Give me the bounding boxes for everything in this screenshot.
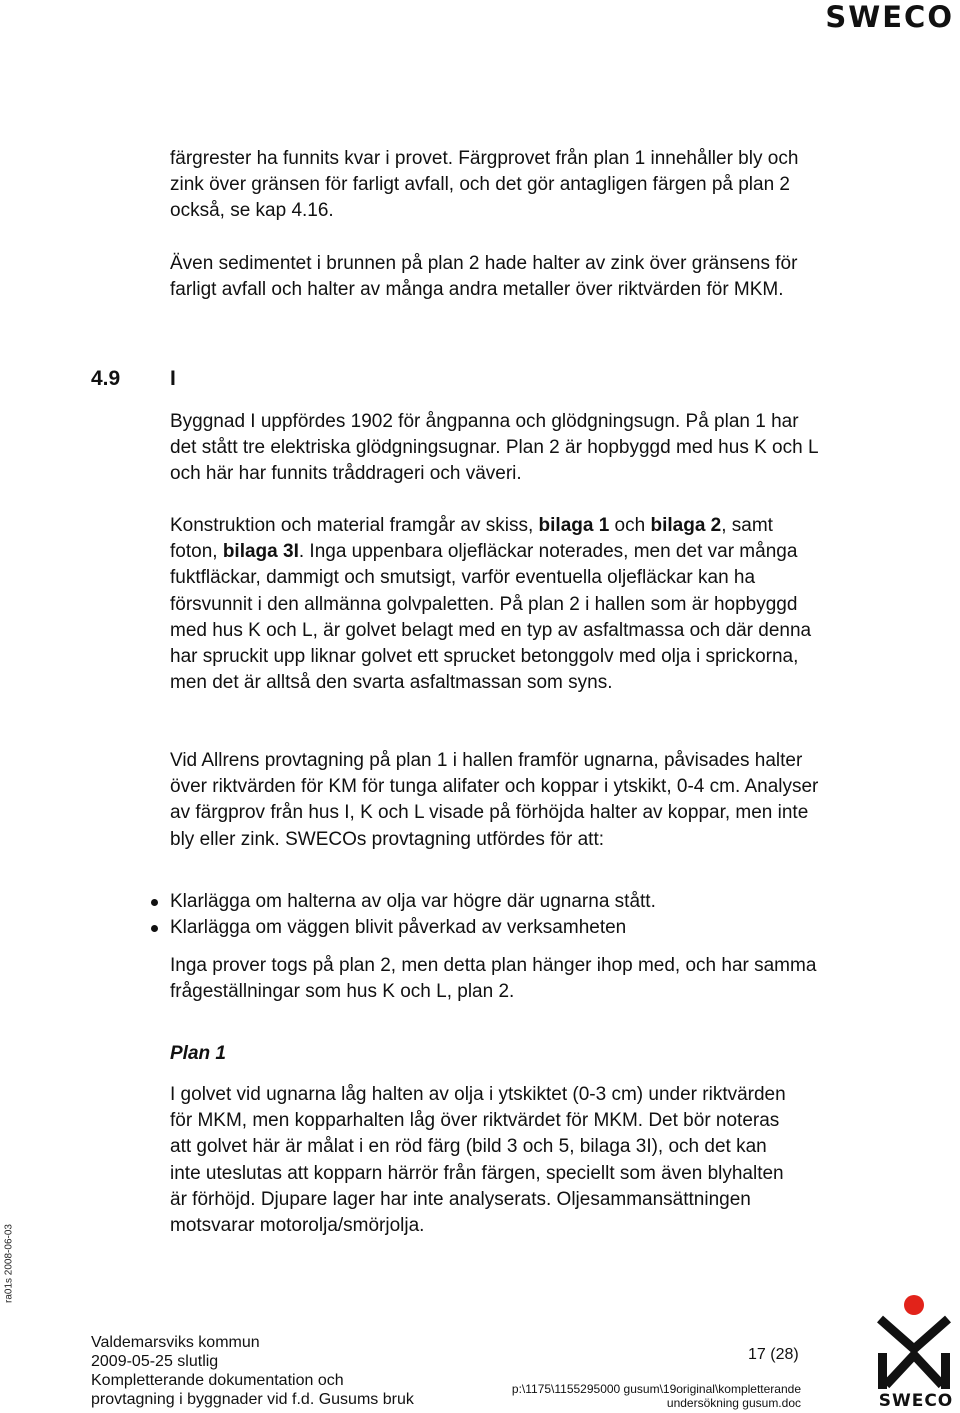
- footer-info: [91, 1333, 414, 1409]
- file-path-line: undersökning gusum.doc: [666, 1396, 801, 1410]
- paragraph-5: Vid Allrens provtagning på plan 1 i hallen framför ugnarna, påvisades halter över riktvärden för KM för tunga alifater och koppar i ytskikt, 0-4 cm. Analyser av färgprov från hus I, K och L visade på förhöjda halter av koppar, men inte bly eller zink. SWECOs provtagning utfördes för att:: [170, 750, 819, 850]
- paragraph-4: [170, 513, 820, 696]
- text-run: , samt foton,: [170, 515, 773, 563]
- bullet-block: [170, 889, 870, 941]
- footer-line: provtagning i byggnader vid f.d. Gusums bruk: [91, 1391, 414, 1408]
- paragraph-6: Inga prover togs på plan 2, men detta plan hänger ihop med, och har samma frågeställningar som hus K och L, plan 2.: [170, 955, 817, 1003]
- paragraph-construction: [170, 513, 820, 696]
- bilaga-ref: bilaga 2: [650, 515, 722, 536]
- paragraph-2: Även sedimentet i brunnen på plan 2 hade halter av zink över gränsens för farligt avfall och halter av många andra metaller över riktvärden för MKM.: [170, 253, 798, 301]
- section-number: 4.9: [91, 367, 121, 390]
- paragraph-7: I golvet vid ugnarna låg halten av olja i ytskiktet (0-3 cm) under riktvärden för MKM, men kopparhalten låg över riktvärdet för MKM. Det bör noteras att golvet här är målat i en röd färg (bild 3 och 5, bilaga 3I), och det kan inte uteslutas att kopparn härrör från färgen, speciellt som även blyhalten är förhöjd. Djupare lager har inte analyserats. Oljesammansättningen motsvarar motorolja/smörjolja.: [170, 1084, 786, 1237]
- file-path-line: p:\1175\1155295000 gusum\19original\kompletterande: [511, 1382, 801, 1396]
- section-title: I: [170, 367, 176, 390]
- side-label: ra01s 2008-06-03: [3, 1224, 15, 1303]
- subheading-plan-1: Plan 1: [170, 1043, 226, 1064]
- paragraph-plan2: [170, 953, 820, 1005]
- bilaga-ref: bilaga 3I: [222, 541, 299, 563]
- text-run: och: [609, 515, 651, 536]
- footer-line: Kompletterande dokumentation och: [91, 1372, 344, 1389]
- bullet-list: [118, 889, 870, 941]
- list-item: Klarlägga om halterna av olja var högre där ugnarna stått.: [118, 889, 870, 915]
- page-number: 17 (28): [748, 1346, 799, 1363]
- list-item: Klarlägga om väggen blivit påverkad av verksamheten: [118, 915, 870, 941]
- sweco-logo-top: SWECO: [825, 0, 954, 34]
- footer-line: Valdemarsviks kommun: [91, 1334, 260, 1351]
- bilaga-ref: bilaga 1: [538, 515, 610, 536]
- file-path: [512, 1382, 801, 1410]
- paragraph-building-history: [170, 409, 820, 488]
- text-run: Konstruktion och material framgår av skiss,: [170, 515, 539, 536]
- paragraph-3: Byggnad I uppfördes 1902 för ångpanna och glödgningsugn. På plan 1 har det stått tre elektriska glödgningsugnar. Plan 2 är hopbyggd med hus K och L och här har funnits tråddrageri och väveri.: [170, 411, 818, 485]
- paragraph-1: färgrester ha funnits kvar i provet. Färgprovet från plan 1 innehåller bly och zink över gränsen för farligt avfall, och det gör antagligen färgen på plan 2 också, se kap 4.16.: [170, 148, 799, 222]
- paragraph-plan1-results: [170, 1082, 800, 1239]
- text-run: . Inga uppenbara oljefläckar noterades, men det var många fuktfläckar, dammigt och smutsigt, varför eventuella oljefläckar kan ha försvunnit i den allmänna golvpaletten. På plan 2 i hallen som är hopbyggd med hus K och L, är golvet belagt med en typ av asfaltmassa och där denna har spruckit upp liknar golvet ett sprucket betonggolv med olja i sprickorna, men det är alltså den svarta asfaltmassan som syns.: [170, 541, 812, 694]
- footer-line: 2009-05-25 slutlig: [91, 1353, 219, 1370]
- sweco-logo-bottom: SWECO: [878, 1391, 954, 1411]
- paragraph-sediment: [170, 251, 820, 303]
- paragraph-allren: [170, 748, 820, 853]
- paragraph-intro: [170, 146, 820, 225]
